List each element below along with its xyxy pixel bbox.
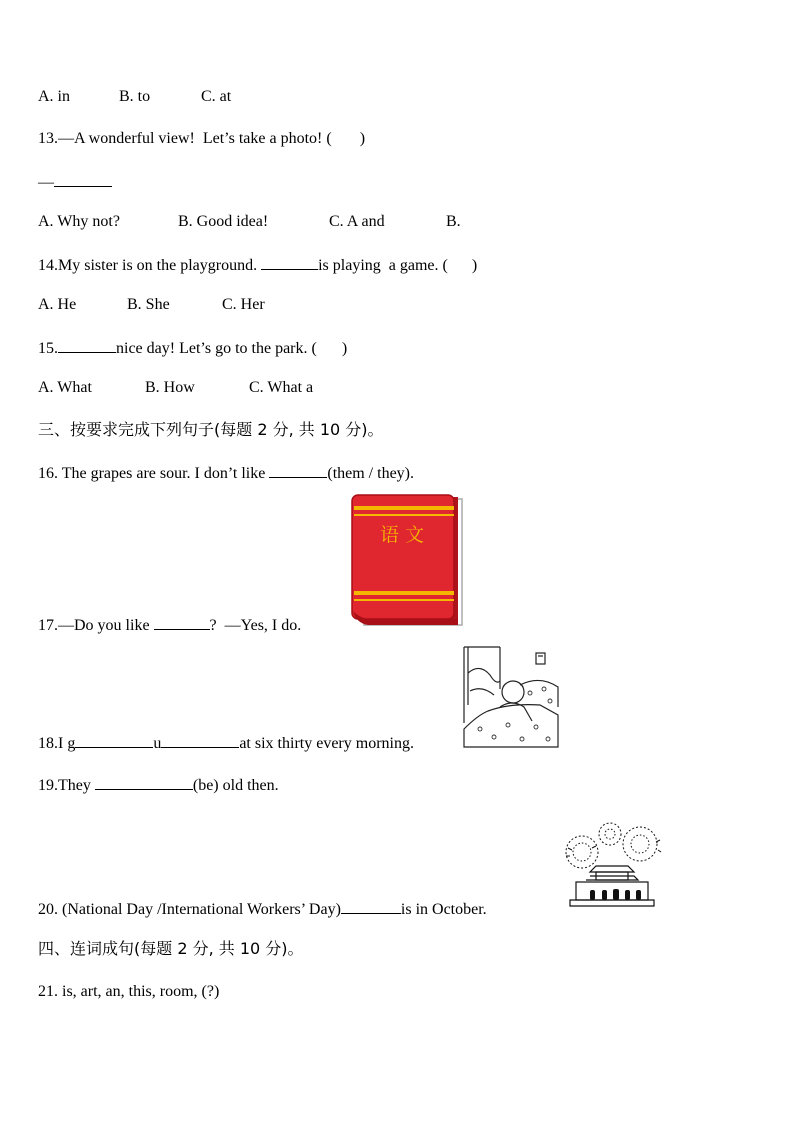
q19-blank[interactable] — [95, 774, 193, 790]
q13-option-a: A. Why not? — [38, 213, 120, 230]
gate-door — [613, 889, 619, 900]
q13-stem — [38, 129, 365, 149]
q14-close-paren: ) — [471, 257, 478, 274]
section-3-heading: 三、按要求完成下列句子(每题 2 分, 共 10 分)。 — [38, 420, 384, 439]
q14-option-c: C. Her — [222, 296, 265, 313]
q14-option-a: A. He — [38, 296, 77, 313]
bed-blanket — [464, 705, 558, 747]
q18-stem — [38, 732, 414, 754]
q12-option-b: B. to — [119, 88, 151, 105]
q16-pre: 16. The grapes are sour. I don’t like — [38, 465, 270, 482]
calendar-icon — [536, 653, 545, 664]
q18-post: at six thirty every morning. — [239, 735, 414, 752]
q17-stem — [38, 614, 301, 636]
q18-pre: 18.I g — [38, 735, 76, 752]
q13-reply-dash: — — [38, 174, 54, 191]
firework-sparks — [566, 840, 661, 856]
blanket-dot — [492, 735, 496, 739]
book-title: 语 文 — [379, 524, 425, 546]
firework-right-inner — [631, 835, 649, 853]
gate-door — [602, 890, 607, 900]
q20-stem — [38, 898, 487, 920]
pillow-dot — [548, 699, 552, 703]
getting-up-picture — [460, 645, 560, 749]
blanket-dot — [520, 737, 524, 741]
book-stripe-bottom-1 — [354, 591, 454, 595]
book-stripe-top-1 — [354, 506, 454, 510]
q18-mid: u — [153, 735, 162, 752]
q13-reply — [38, 171, 112, 193]
q13-answer-blank[interactable] — [54, 171, 112, 187]
q12-option-c: C. at — [201, 88, 232, 105]
q14-post: is playing a game. ( — [318, 257, 448, 274]
q13-stem-text: 13.—A wonderful view! Let’s take a photo! ( — [38, 130, 332, 147]
pillow — [520, 680, 558, 707]
q15-num: 15. — [38, 340, 58, 357]
q13-option-c: C. A and — [329, 213, 385, 230]
q12-option-a: A. in — [38, 88, 70, 105]
blanket-dot — [546, 737, 550, 741]
tiananmen-base — [570, 900, 654, 906]
q18-blank-1[interactable] — [75, 732, 153, 748]
pillow-dot — [528, 691, 532, 695]
q15-stem — [38, 337, 347, 359]
q13-option-b: B. Good idea! — [178, 213, 269, 230]
q21-stem: 21. is, art, an, this, room, (?) — [38, 983, 220, 1000]
blanket-dot — [478, 727, 482, 731]
q14-blank[interactable] — [261, 254, 318, 270]
q20-pre: 20. (National Day /International Workers’ Day) — [38, 901, 341, 918]
q20-post: is in October. — [400, 901, 487, 918]
national-day-fireworks-picture — [560, 820, 664, 908]
q15-post: nice day! Let’s go to the park. ( — [116, 340, 317, 357]
firework-left-inner — [573, 843, 591, 861]
q15-option-a: A. What — [38, 379, 92, 396]
q13-close-paren: ) — [359, 130, 366, 147]
q16-post: (them / they). — [327, 465, 414, 482]
gate-door — [636, 890, 641, 900]
q17-blank[interactable] — [154, 614, 210, 630]
q14-pre: 14.My sister is on the playground. — [38, 257, 262, 274]
q19-post: (be) old then. — [192, 777, 279, 794]
q17-pre: 17.—Do you like — [38, 617, 154, 634]
firework-left — [566, 836, 598, 868]
chinese-book-picture — [350, 493, 466, 631]
curtain — [468, 668, 500, 682]
tiananmen-roof — [590, 866, 634, 872]
book-stripe-top-2 — [354, 514, 454, 516]
q15-blank[interactable] — [58, 337, 116, 353]
pillow-dot — [542, 687, 546, 691]
q18-blank-2[interactable] — [161, 732, 239, 748]
section-4-heading: 四、连词成句(每题 2 分, 共 10 分)。 — [38, 939, 304, 958]
blanket-dot — [506, 723, 510, 727]
q19-stem — [38, 774, 279, 796]
curtain-fold — [470, 689, 494, 695]
q14-stem — [38, 254, 477, 276]
firework-middle — [599, 823, 621, 845]
book-stripe-bottom-2 — [354, 599, 454, 601]
q13-option-d: B. — [446, 213, 461, 230]
q15-close-paren: ) — [341, 340, 348, 357]
tiananmen-lower-roof — [586, 876, 638, 880]
firework-middle-inner — [605, 829, 615, 839]
q20-blank[interactable] — [341, 898, 401, 914]
q15-option-c: C. What a — [249, 379, 314, 396]
q16-blank[interactable] — [269, 462, 327, 478]
firework-right — [623, 827, 657, 861]
q15-option-b: B. How — [145, 379, 195, 396]
blanket-dot — [534, 725, 538, 729]
q14-option-b: B. She — [127, 296, 170, 313]
gate-door — [590, 890, 595, 900]
q16-stem — [38, 462, 414, 484]
gate-door — [625, 890, 630, 900]
q19-pre: 19.They — [38, 777, 95, 794]
q17-post: ? —Yes, I do. — [209, 617, 302, 634]
